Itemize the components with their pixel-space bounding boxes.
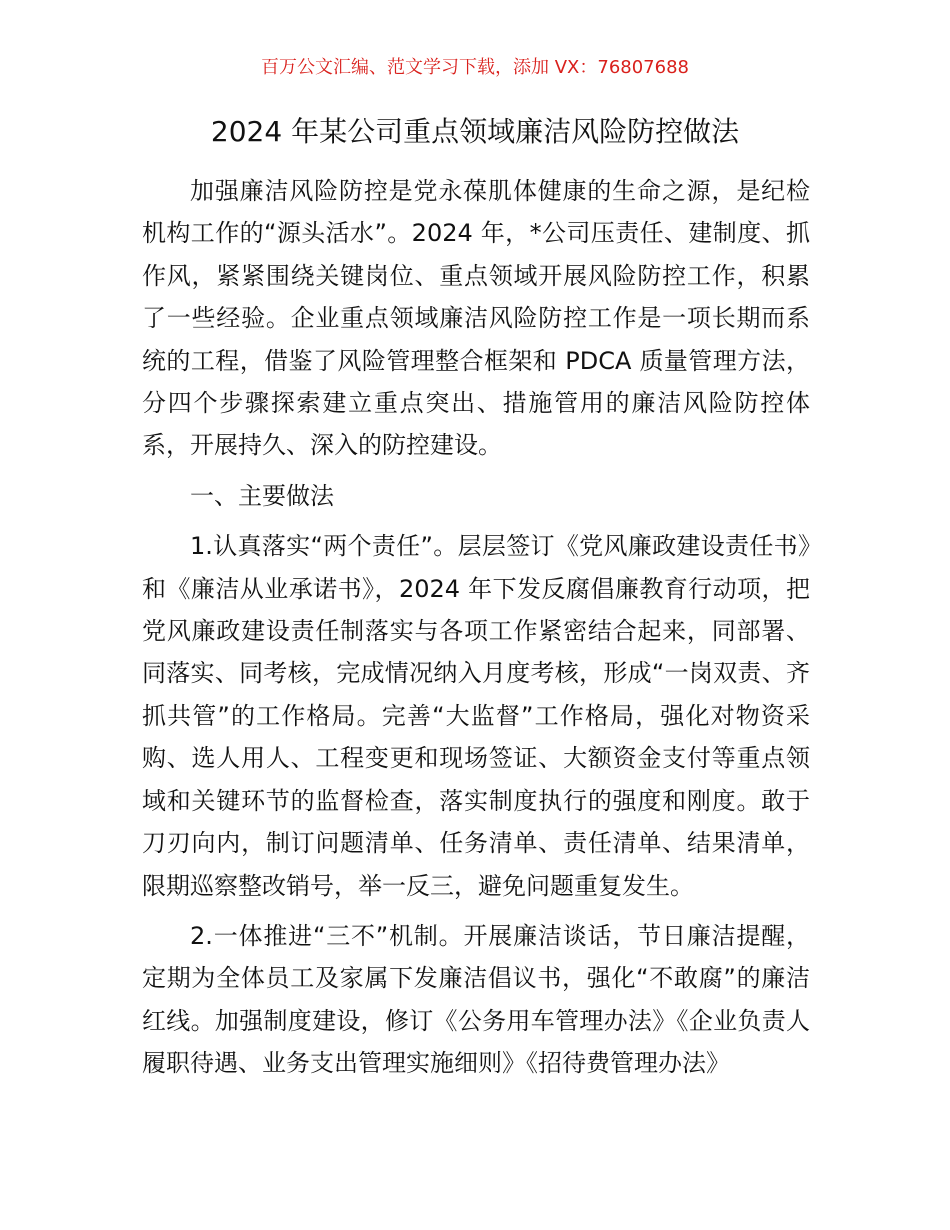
download-banner: 百万公文汇编、范文学习下载，添加 VX：76807688 xyxy=(261,57,689,78)
item-1-paragraph: 1.认真落实“两个责任”。层层签订《党风廉政建设责任书》和《廉洁从业承诺书》，2024 年下发反腐倡廉教育行动项，把党风廉政建设责任制落实与各项工作紧密结合起来，同部署、同落实、同考核，完成情况纳入月度考核，形成“一岗双责、齐抓共管”的工作格局。完善“大监督”工作格局，强化对物资采购、选人用人、工程变更和现场签证、大额资金支付等重点领域和关键环节的监督检查，落实制度执行的强度和刚度。敢于刀刃向内，制订问题清单、任务清单、责任清单、结果清单，限期巡察整改销号，举一反三，避免问题重复发生。 xyxy=(142,532,810,900)
intro-paragraph: 加强廉洁风险防控是党永葆肌体健康的生命之源，是纪检机构工作的“源头活水”。2024 年，*公司压责任、建制度、抓作风，紧紧围绕关键岗位、重点领域开展风险防控工作，积累了一些经验。企业重点领域廉洁风险防控工作是一项长期而系统的工程，借鉴了风险管理整合框架和 PDCA 质量管理方法，分四个步骤探索建立重点突出、措施管用的廉洁风险防控体系，开展持久、深入的防控建设。 xyxy=(142,177,810,460)
document-body xyxy=(142,170,810,1085)
item-2-paragraph: 2.一体推进“三不”机制。开展廉洁谈话，节日廉洁提醒，定期为全体员工及家属下发廉洁倡议书，强化“不敢腐”的廉洁红线。加强制度建设，修订《公务用车管理办法》《企业负责人履职待遇、业务支出管理实施细则》《招待费管理办法》 xyxy=(142,921,810,1078)
page-title: 2024 年某公司重点领域廉洁风险防控做法 xyxy=(210,115,740,148)
section-heading: 一、主要做法 xyxy=(190,481,334,510)
